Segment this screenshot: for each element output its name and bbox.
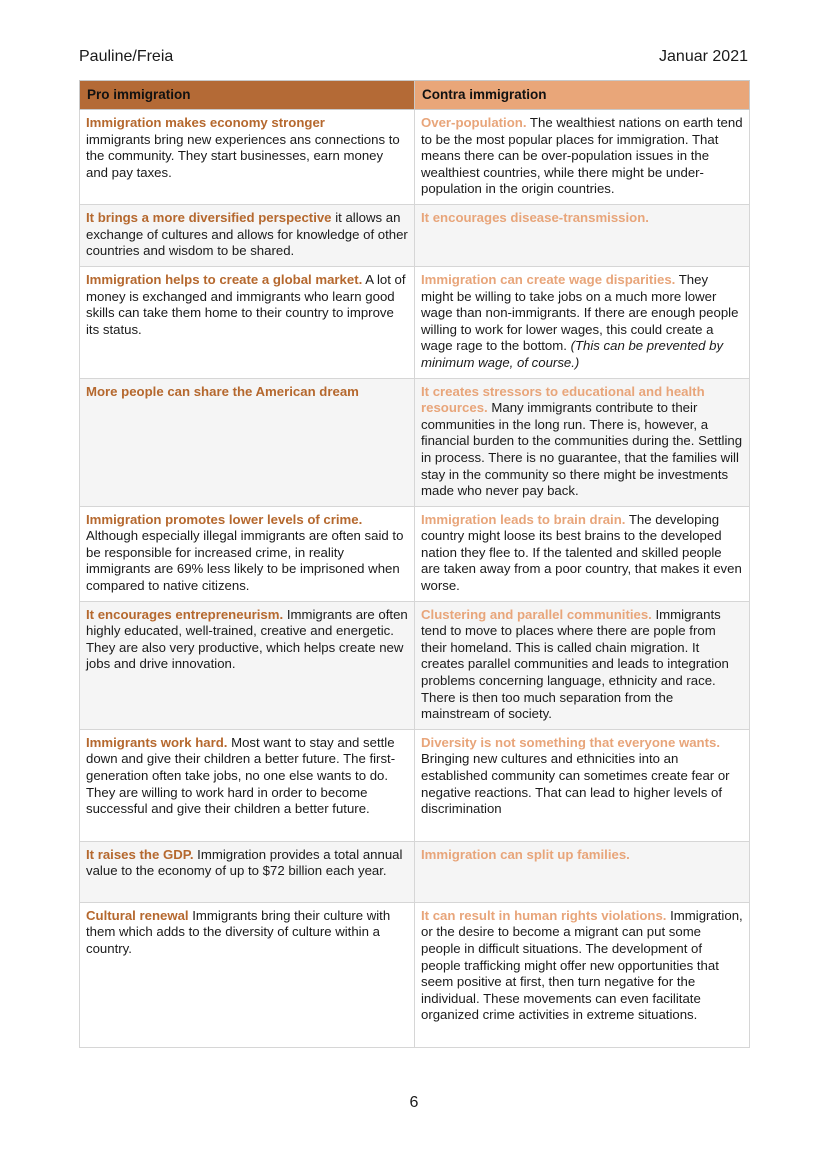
contra-text: The wealthiest nations on earth tend to be the most popular places for immigration. That means there can be over-population issues in the wealthiest countries, while there might be under-population in the origin countries. [421,115,743,197]
contra-cell [415,266,750,378]
contra-text: Immigration, or the desire to become a migrant can put some people in difficult situations. The development of people trafficking might offer new opportunities that seem positive at first, then turn negative for the individual. These movements can even facilitate organized crime activities in extreme situations. [421,907,743,1023]
contra-cell [415,506,750,601]
contra-title: Immigration can create wage disparities. [421,271,676,287]
table-row [80,902,750,1047]
pro-title: Immigration promotes lower levels of crime. [86,511,363,527]
contra-title: Clustering and parallel communities. [421,606,652,622]
table-row [80,110,750,205]
contra-cell [415,902,750,1047]
contra-text: The developing country might loose its best brains to the developed nation they flee to. If the talented and skilled people are taken away from a poor country, that makes it even worse. [421,511,742,594]
contra-text: Bringing new cultures and ethnicities into an established community can sometimes create fear or negative reactions. That can lead to higher levels of discrimination [421,751,730,817]
pro-cell [80,378,415,506]
pro-text: Immigrants bring their culture with them which adds to the diversity of culture within a country. [86,907,391,957]
contra-cell [415,110,750,205]
pro-text: Immigrants are often highly educated, well-trained, creative and energetic. They are also very productive, which helps create new jobs and drive innovation. [86,606,408,672]
pro-cell [80,266,415,378]
pro-text: A lot of money is exchanged and immigrants who learn good skills can take them home to their country to improve its status. [86,271,406,337]
pro-cell [80,841,415,902]
header-pro: Pro immigration [80,81,415,110]
pro-title: Immigration makes economy stronger [86,115,325,130]
pro-text: it allows an exchange of cultures and allows for knowledge of other countries and wisdom to be shared. [86,209,408,259]
table-row [80,506,750,601]
contra-title: Immigration leads to brain drain. [421,511,626,527]
contra-cell [415,729,750,841]
pro-title: It raises the GDP. [86,846,194,862]
pro-text: immigrants bring new experiences ans connections to the community. They start businesses, earn money and pay taxes. [86,131,400,180]
contra-title: Over-population. [421,115,527,130]
header-date: Januar 2021 [659,48,748,65]
pro-cell [80,902,415,1047]
contra-title: It encourages disease-transmission. [421,209,649,225]
table-header-row [80,81,750,110]
contra-cell [415,378,750,506]
page-header [79,48,748,72]
pro-text: Most want to stay and settle down and give their children a better future. The first-generation often take jobs, no one else wants to do. They are willing to work hard in order to become successful and give their children a better future. [86,734,396,817]
pro-title: Immigration helps to create a global market. [86,271,363,287]
pro-cell [80,110,415,205]
table-row [80,204,750,266]
page-number: 6 [409,1094,419,1111]
header-contra: Contra immigration [415,81,750,110]
table-row [80,729,750,841]
pro-cell [80,204,415,266]
contra-title: Diversity is not something that everyone wants. [421,734,720,750]
pro-cell [80,506,415,601]
pro-title: It brings a more diversified perspective [86,209,332,225]
pro-cell [80,729,415,841]
pro-title: Cultural renewal [86,907,189,923]
pro-contra-table [79,80,750,1048]
contra-cell [415,601,750,729]
contra-cell [415,204,750,266]
table-row [80,378,750,506]
contra-title: It creates stressors to educational and health resources. [421,383,705,416]
pro-text: Although especially illegal immigrants are often said to be responsible for increased crime, in reality immigrants are 69% less likely to be imprisoned when compared to native citizens. [86,528,404,594]
table-row [80,266,750,378]
pro-title: It encourages entrepreneurism. [86,606,284,622]
pro-text: Immigration provides a total annual value to the economy of up to $72 billion each year. [86,846,403,879]
contra-title: Immigration can split up families. [421,846,630,862]
contra-note: (This can be prevented by minimum wage, of course.) [421,338,724,370]
pro-cell [80,601,415,729]
contra-cell [415,841,750,902]
pro-title: Immigrants work hard. [86,734,228,750]
contra-text: Many immigrants contribute to their communities in the long run. There is, however, a financial burden to the communities during the. Settling in process. There is no guarantee, that the families will stay in the community so there might be investments made who never pay back. [421,400,743,499]
contra-title: It can result in human rights violations. [421,907,667,923]
header-author: Pauline/Freia [79,48,174,65]
pro-title: More people can share the American dream [86,383,359,399]
table-row [80,841,750,902]
contra-text: They might be willing to take jobs on a much more lower wage than non-immigrants. If there are enough people willing to work for lower wages, this could create a wage rage to the bottom. [421,271,739,354]
contra-text: Immigrants tend to move to places where there are pople from their homeland. This is called chain migration. It creates parallel communities and leads to integration problems concerning language, ethnicity and race. There is then too much separation from the mainstream of society. [421,606,729,722]
table-row [80,601,750,729]
